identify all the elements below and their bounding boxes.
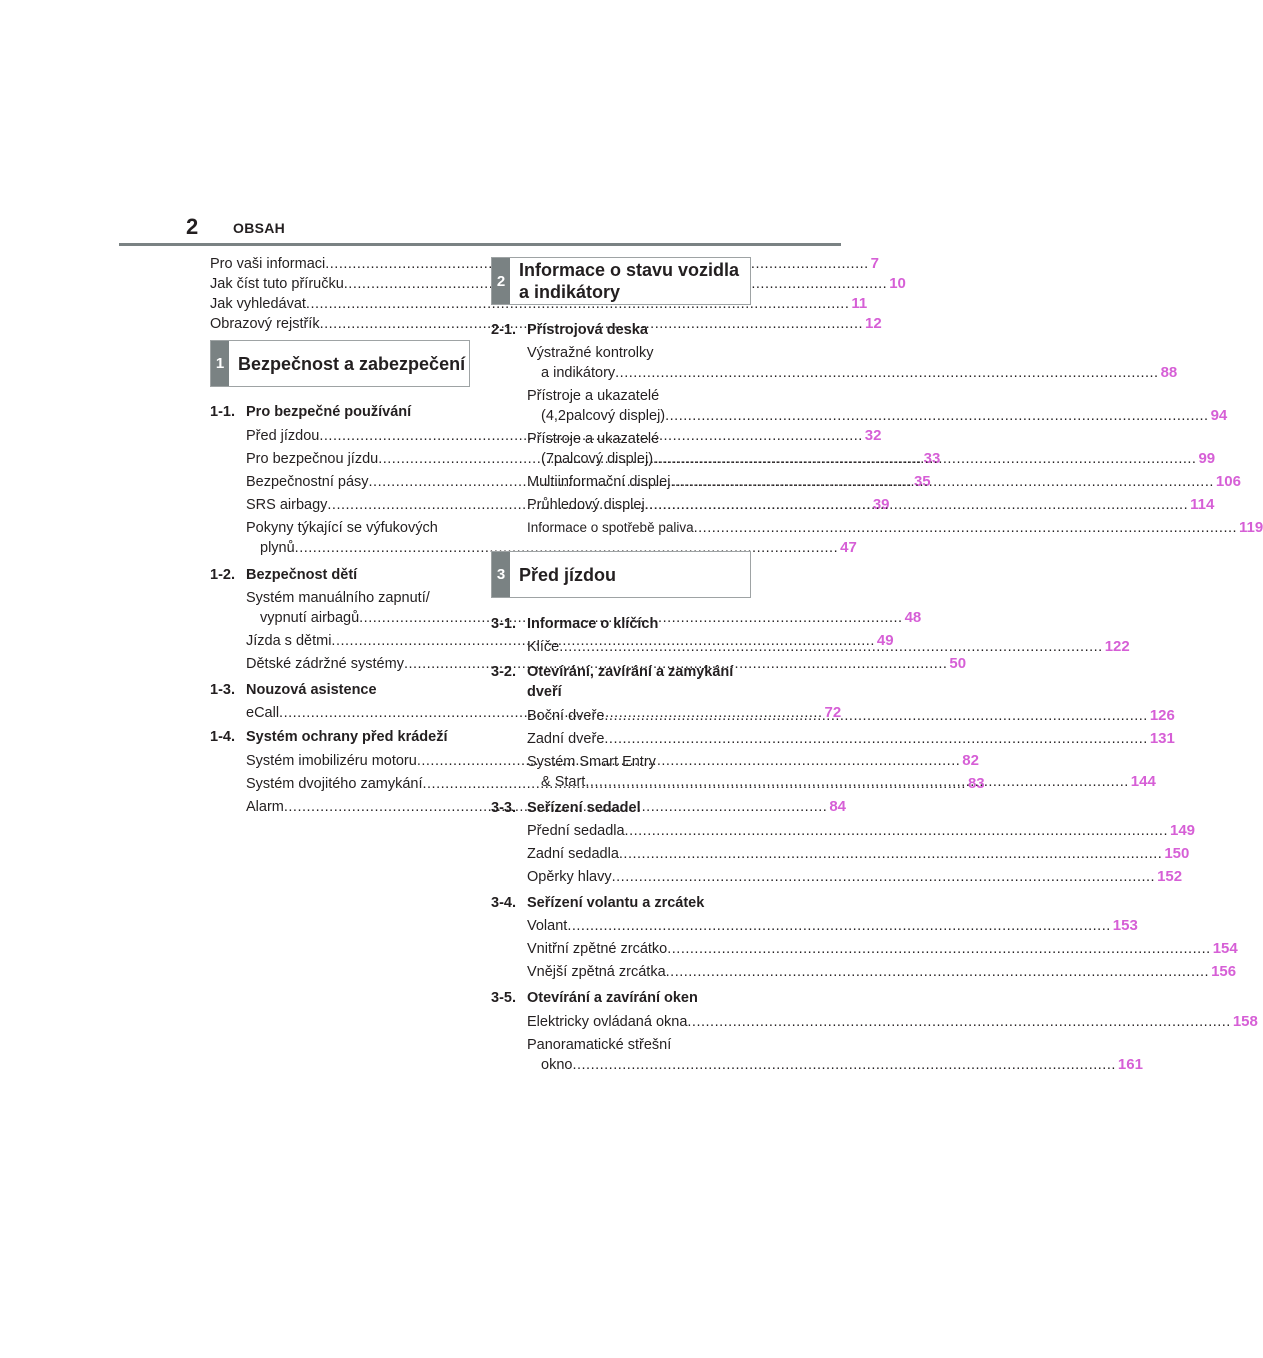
page-link[interactable]: 152	[1157, 868, 1183, 885]
toc-entry[interactable]: Zadní dveře ..... 131	[527, 729, 748, 749]
page-link[interactable]: 33	[923, 450, 941, 467]
toc-entry[interactable]: Klíče ..... 122	[527, 637, 748, 657]
subsection-entries	[527, 821, 1196, 887]
page-link[interactable]: 153	[1112, 917, 1138, 934]
page-link[interactable]: 12	[865, 315, 882, 332]
toc-entry[interactable]: Pro vaši informaci ..... 7	[210, 254, 468, 274]
toc-entry[interactable]: Vnější zpětná zrcátka ..... 156	[527, 962, 748, 982]
page-link[interactable]: 106	[1215, 473, 1241, 490]
toc-entry[interactable]: Přední sedadla ..... 149	[527, 821, 748, 841]
subsection-heading: 3-3. Seřízení sedadel	[491, 800, 641, 816]
toc-entry[interactable]: Výstražné kontrolky a indikátory ..... 88	[527, 343, 748, 383]
toc-entry[interactable]: Opěrky hlavy ..... 152	[527, 867, 748, 887]
toc-entry[interactable]: Systém Smart Entry & Start ..... 144	[527, 752, 748, 792]
subsection-heading: 3-1. Informace o klíčích	[491, 616, 659, 632]
page-link[interactable]: 83	[967, 775, 985, 792]
toc-entry[interactable]: Informace o spotřebě paliva ..... 119	[527, 518, 1263, 538]
toc-entry[interactable]: Systém manuálního zapnutí/ vypnutí airbagů ..... 48	[246, 588, 467, 628]
page-link[interactable]: 154	[1212, 940, 1238, 957]
toc-entry[interactable]: Panoramatické střešní okno ..... 161	[527, 1035, 748, 1075]
section-title: Před jízdou	[519, 564, 617, 585]
section-number: 3	[492, 552, 510, 597]
toc-entry[interactable]: Obrazový rejstřík ..... 12	[210, 314, 468, 334]
toc-entry[interactable]: Jak číst tuto příručku ..... 10	[210, 274, 468, 294]
page-link[interactable]: 149	[1169, 822, 1196, 839]
page-link[interactable]: 48	[904, 609, 922, 626]
section-1-box[interactable]	[210, 340, 470, 387]
page-link[interactable]: 7	[870, 255, 880, 272]
toc-entry[interactable]: Volant ..... 153	[527, 916, 748, 936]
toc-entry[interactable]: Alarm ..... 84	[246, 797, 467, 817]
page-link[interactable]: 35	[913, 473, 931, 490]
toc-entry[interactable]: Systém dvojitého zamykání ..... 83	[246, 774, 467, 794]
page-header-title: OBSAH	[233, 220, 286, 236]
page-link[interactable]: 122	[1104, 638, 1130, 655]
subsection-heading: 1-2. Bezpečnost dětí	[210, 567, 358, 583]
subsection-heading: 1-1. Pro bezpečné používání	[210, 404, 412, 420]
toc-entry[interactable]: eCall ..... 72	[246, 703, 467, 723]
toc-entry[interactable]: Systém imobilizéru motoru ..... 82	[246, 751, 467, 771]
header-rule	[119, 243, 841, 246]
toc-entry[interactable]: Pro bezpečnou jízdu ..... 33	[246, 449, 467, 469]
page-link[interactable]: 144	[1130, 773, 1156, 790]
page-link[interactable]: 158	[1232, 1013, 1258, 1030]
page-link[interactable]: 114	[1190, 496, 1215, 513]
page-link[interactable]: 72	[824, 704, 842, 721]
page-link[interactable]: 47	[840, 539, 857, 556]
toc-entry[interactable]: Zadní sedadla ..... 150	[527, 844, 748, 864]
toc-entry[interactable]: Jak vyhledávat ..... 11	[210, 294, 468, 314]
subsection-heading: 3-2. Otevírání, zavírání a zamykání dveří	[491, 664, 734, 700]
page-link[interactable]: 119	[1239, 519, 1263, 536]
toc-entry[interactable]: Před jízdou ..... 32	[246, 426, 467, 446]
page-link[interactable]: 32	[864, 427, 882, 444]
section-number: 1	[211, 341, 229, 386]
page-link[interactable]: 39	[872, 496, 890, 513]
subsection-heading: 2-1. Přístrojová deska	[491, 322, 648, 338]
section-3-box[interactable]	[491, 551, 751, 598]
toc-entry[interactable]: Multiinformační displej ..... 106	[527, 472, 748, 492]
section-number: 2	[492, 258, 510, 304]
page-link[interactable]: 50	[949, 655, 967, 672]
page-link[interactable]: 11	[851, 295, 868, 312]
page-link[interactable]: 49	[876, 632, 894, 649]
page-link[interactable]: 156	[1211, 963, 1237, 980]
toc-entry[interactable]: Elektricky ovládaná okna ..... 158	[527, 1012, 748, 1032]
toc-entry[interactable]: Přístroje a ukazatelé (4,2palcový displej) ..... 94	[527, 386, 748, 426]
toc-entry[interactable]: Bezpečnostní pásy ..... 35	[246, 472, 467, 492]
page-link[interactable]: 84	[829, 798, 846, 815]
page-link[interactable]: 126	[1149, 707, 1175, 724]
section-2-box[interactable]	[491, 257, 751, 305]
page-link[interactable]: 150	[1164, 845, 1190, 862]
toc-entry[interactable]: Dětské zádržné systémy ..... 50	[246, 654, 467, 674]
subsection-entries	[246, 703, 842, 723]
toc-entry[interactable]: SRS airbagy ..... 39	[246, 495, 467, 515]
subsection-entries	[527, 1012, 1258, 1075]
page-link[interactable]: 94	[1210, 407, 1228, 424]
page-link[interactable]: 131	[1149, 730, 1175, 747]
toc-entry[interactable]: Přístroje a ukazatelé (7palcový displej) ..... 99	[527, 429, 748, 469]
page-link[interactable]: 82	[962, 752, 979, 769]
subsection-heading: 3-4. Seřízení volantu a zrcátek	[491, 895, 705, 911]
subsection-heading: 3-5. Otevírání a zavírání oken	[491, 990, 698, 1006]
subsection-heading: 1-4. Systém ochrany před krádeží	[210, 729, 448, 745]
page-link[interactable]: 161	[1117, 1056, 1143, 1073]
subsection-entries	[527, 916, 1238, 982]
page-link[interactable]: 99	[1198, 450, 1216, 467]
toc-entry[interactable]: Pokyny týkající se výfukových plynů ..... 47	[246, 518, 467, 558]
toc-entry[interactable]: Boční dveře ..... 126	[527, 706, 748, 726]
page-link[interactable]: 88	[1160, 364, 1178, 381]
page-number: 2	[186, 214, 199, 239]
toc-entry[interactable]: Průhledový displej ..... 114	[527, 495, 748, 515]
toc-entry[interactable]: Vnitřní zpětné zrcátko ..... 154	[527, 939, 748, 959]
toc-entry[interactable]: Jízda s dětmi ..... 49	[246, 631, 467, 651]
page-link[interactable]: 10	[889, 275, 906, 292]
section-title: Bezpečnost a zabezpečení	[238, 353, 466, 374]
subsection-heading: 1-3. Nouzová asistence	[210, 682, 377, 698]
section-title: Informace o stavu vozidla a indikátory	[519, 260, 740, 302]
